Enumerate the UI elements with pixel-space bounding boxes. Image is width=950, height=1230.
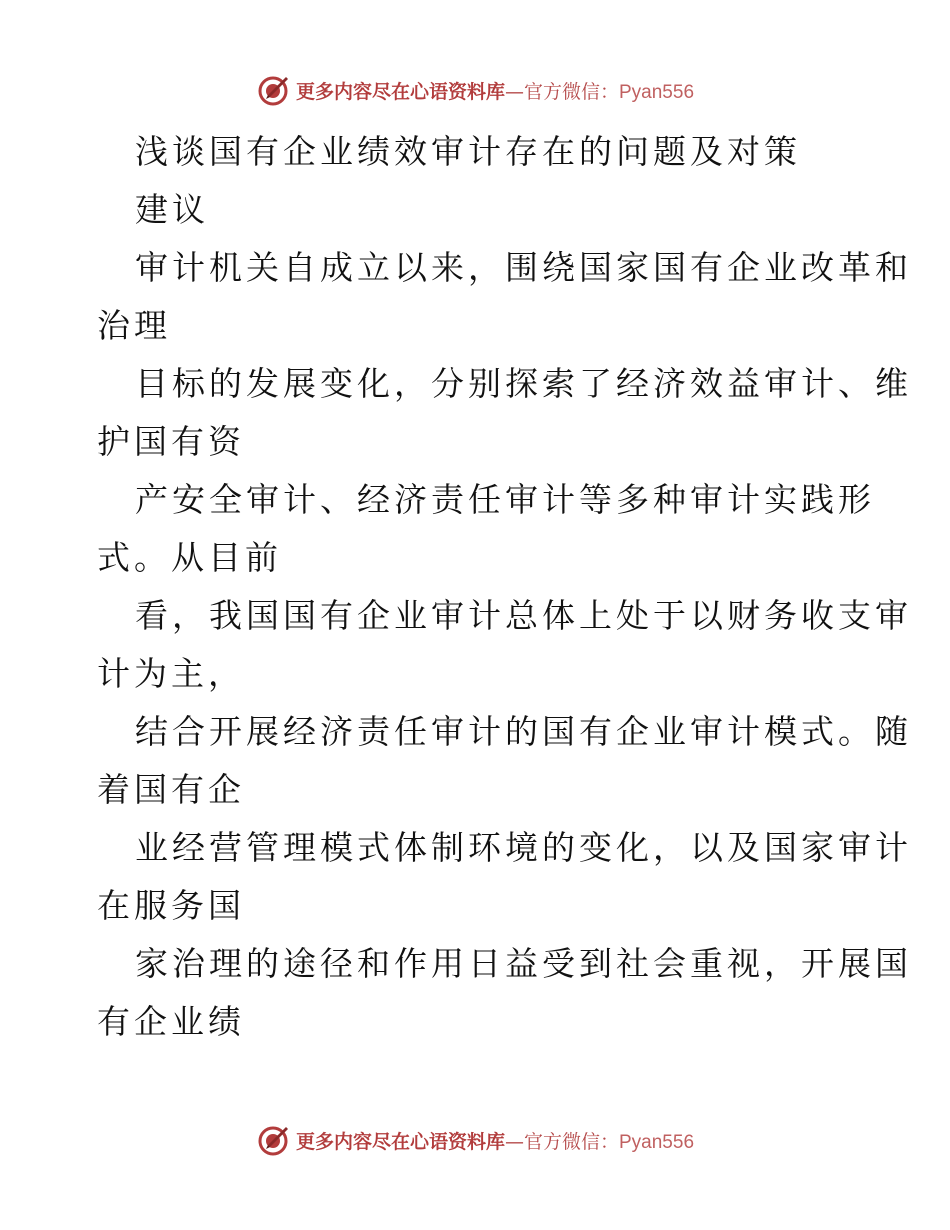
document-title-line-2: 建议 (135, 190, 209, 229)
watermark-wechat-label: 官方微信： (523, 80, 619, 103)
pen-logo-icon (256, 1123, 290, 1157)
watermark-text (296, 1127, 694, 1154)
footer-watermark (0, 1120, 950, 1160)
watermark-text (296, 77, 694, 104)
paragraph-line: 治理 (97, 306, 171, 345)
paragraph-line: 审计机关自成立以来，围绕国家国有企业改革和 (135, 248, 912, 287)
paragraph-line: 护国有资 (97, 422, 245, 461)
document-body (97, 123, 912, 1051)
paragraph-line: 结合开展经济责任审计的国有企业审计模式。随 (135, 712, 912, 751)
paragraph-line: 式。从目前 (97, 538, 282, 577)
paragraph-line: 有企业绩 (97, 1002, 245, 1041)
paragraph-line: 家治理的途径和作用日益受到社会重视，开展国 (135, 944, 912, 983)
watermark-separator: — (504, 80, 524, 103)
watermark-wechat-label: 官方微信： (523, 1130, 619, 1153)
paragraph-line: 计为主， (97, 654, 245, 693)
header-watermark (0, 70, 950, 110)
watermark-brand: 更多内容尽在心语资料库 (295, 1130, 505, 1153)
paragraph-line: 看，我国国有企业审计总体上处于以财务收支审 (135, 596, 912, 635)
paragraph-line: 在服务国 (97, 886, 245, 925)
pen-logo-icon (256, 73, 290, 107)
paragraph-line: 着国有企 (97, 770, 245, 809)
watermark-separator: — (504, 1130, 524, 1153)
watermark-wechat-id: Pyan556 (619, 81, 695, 103)
paragraph-line: 目标的发展变化，分别探索了经济效益审计、维 (135, 364, 912, 403)
paragraph-line: 产安全审计、经济责任审计等多种审计实践形 (135, 480, 875, 519)
watermark-brand: 更多内容尽在心语资料库 (295, 80, 505, 103)
document-title-line-1: 浅谈国有企业绩效审计存在的问题及对策 (135, 132, 801, 171)
watermark-wechat-id: Pyan556 (619, 1131, 695, 1153)
paragraph-line: 业经营管理模式体制环境的变化，以及国家审计 (135, 828, 912, 867)
